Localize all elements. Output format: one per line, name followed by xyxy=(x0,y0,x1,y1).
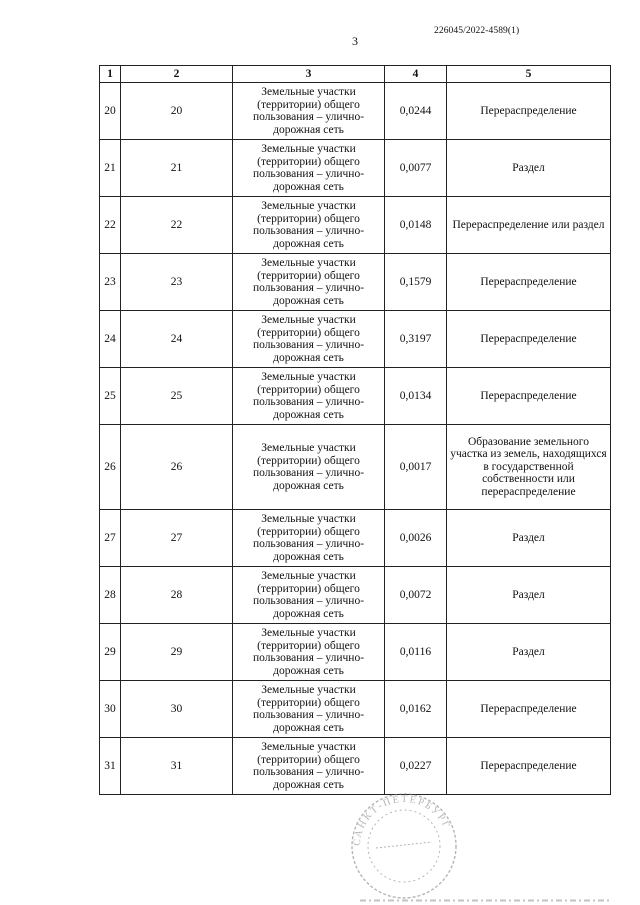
plot-purpose: Земельные участки (территории) общего пользования – улично-дорожная сеть xyxy=(233,83,385,140)
formation-method xyxy=(447,425,611,510)
plot-purpose: Земельные участки (территории) общего пользования – улично-дорожная сеть xyxy=(233,425,385,510)
formation-method xyxy=(447,197,611,254)
row-number: 26 xyxy=(100,425,121,510)
table-row xyxy=(100,140,611,197)
plot-number: 31 xyxy=(121,738,233,795)
plot-area: 0,0227 xyxy=(385,738,447,795)
plot-purpose: Земельные участки (территории) общего пользования – улично-дорожная сеть xyxy=(233,368,385,425)
formation-method xyxy=(447,681,611,738)
row-number: 28 xyxy=(100,567,121,624)
formation-method-text: Перераспределение xyxy=(480,104,577,117)
row-number: 21 xyxy=(100,140,121,197)
formation-method-text: Раздел xyxy=(512,645,545,658)
seal-text: САНКТ-ПЕТЕРБУРГ xyxy=(351,793,453,847)
column-header-1: 1 xyxy=(100,66,121,83)
plot-number: 29 xyxy=(121,624,233,681)
plot-area: 0,0162 xyxy=(385,681,447,738)
formation-method xyxy=(447,83,611,140)
plot-area: 0,0148 xyxy=(385,197,447,254)
formation-method-text: Перераспределение xyxy=(480,759,577,772)
column-header-4: 4 xyxy=(385,66,447,83)
formation-method-text: Раздел xyxy=(512,588,545,601)
formation-method-text: Перераспределение xyxy=(480,275,577,288)
row-number: 25 xyxy=(100,368,121,425)
plot-area: 0,0072 xyxy=(385,567,447,624)
formation-method-text: Перераспределение xyxy=(480,332,577,345)
formation-method xyxy=(447,738,611,795)
row-number: 29 xyxy=(100,624,121,681)
plot-area: 0,3197 xyxy=(385,311,447,368)
row-number: 22 xyxy=(100,197,121,254)
plot-purpose: Земельные участки (территории) общего пользования – улично-дорожная сеть xyxy=(233,738,385,795)
plot-area: 0,0244 xyxy=(385,83,447,140)
plot-purpose: Земельные участки (территории) общего пользования – улично-дорожная сеть xyxy=(233,140,385,197)
formation-method xyxy=(447,510,611,567)
plot-purpose: Земельные участки (территории) общего пользования – улично-дорожная сеть xyxy=(233,510,385,567)
table-row xyxy=(100,254,611,311)
table-row xyxy=(100,738,611,795)
plot-number: 24 xyxy=(121,311,233,368)
table-row xyxy=(100,624,611,681)
plot-number: 27 xyxy=(121,510,233,567)
plot-area: 0,0017 xyxy=(385,425,447,510)
plot-purpose: Земельные участки (территории) общего пользования – улично-дорожная сеть xyxy=(233,197,385,254)
plot-number: 30 xyxy=(121,681,233,738)
formation-method-text: Перераспределение xyxy=(480,702,577,715)
table-header-row xyxy=(100,66,611,83)
formation-method-text: Перераспределение или раздел xyxy=(452,218,605,231)
row-number: 23 xyxy=(100,254,121,311)
formation-method-text: Раздел xyxy=(512,531,545,544)
plot-purpose: Земельные участки (территории) общего пользования – улично-дорожная сеть xyxy=(233,254,385,311)
seal-inner-ring xyxy=(368,810,440,882)
formation-method xyxy=(447,368,611,425)
table-row xyxy=(100,83,611,140)
table-row xyxy=(100,311,611,368)
page-number: 3 xyxy=(352,34,358,48)
row-number: 20 xyxy=(100,83,121,140)
table-row xyxy=(100,425,611,510)
plot-area: 0,0116 xyxy=(385,624,447,681)
plot-number: 25 xyxy=(121,368,233,425)
plot-number: 21 xyxy=(121,140,233,197)
row-number: 24 xyxy=(100,311,121,368)
row-number: 27 xyxy=(100,510,121,567)
land-plots-table xyxy=(99,65,611,795)
formation-method xyxy=(447,311,611,368)
plot-area: 0,0026 xyxy=(385,510,447,567)
plot-area: 0,1579 xyxy=(385,254,447,311)
plot-purpose: Земельные участки (территории) общего пользования – улично-дорожная сеть xyxy=(233,624,385,681)
table-row xyxy=(100,510,611,567)
formation-method xyxy=(447,254,611,311)
formation-method xyxy=(447,140,611,197)
row-number: 30 xyxy=(100,681,121,738)
table-row xyxy=(100,368,611,425)
column-header-5: 5 xyxy=(447,66,611,83)
plot-number: 22 xyxy=(121,197,233,254)
formation-method-text: Перераспределение xyxy=(480,389,577,402)
document-id: 226045/2022-4589(1) xyxy=(434,26,520,36)
table-row xyxy=(100,681,611,738)
plot-purpose: Земельные участки (территории) общего пользования – улично-дорожная сеть xyxy=(233,567,385,624)
row-number: 31 xyxy=(100,738,121,795)
column-header-2: 2 xyxy=(121,66,233,83)
table-row xyxy=(100,567,611,624)
formation-method xyxy=(447,624,611,681)
formation-method-text: Раздел xyxy=(512,161,545,174)
plot-number: 23 xyxy=(121,254,233,311)
plot-area: 0,0077 xyxy=(385,140,447,197)
seal-center-mark xyxy=(376,842,432,848)
column-header-3: 3 xyxy=(233,66,385,83)
plot-area: 0,0134 xyxy=(385,368,447,425)
table-row xyxy=(100,197,611,254)
footer-scan-artifact xyxy=(360,898,610,903)
plot-purpose: Земельные участки (территории) общего пользования – улично-дорожная сеть xyxy=(233,311,385,368)
official-seal-stamp xyxy=(348,790,460,902)
plot-purpose: Земельные участки (территории) общего пользования – улично-дорожная сеть xyxy=(233,681,385,738)
formation-method-text: Образование земельного участка из земель, находящихся в государственной собственности или перераспределение xyxy=(450,435,607,498)
plot-number: 28 xyxy=(121,567,233,624)
plot-number: 20 xyxy=(121,83,233,140)
formation-method xyxy=(447,567,611,624)
plot-number: 26 xyxy=(121,425,233,510)
